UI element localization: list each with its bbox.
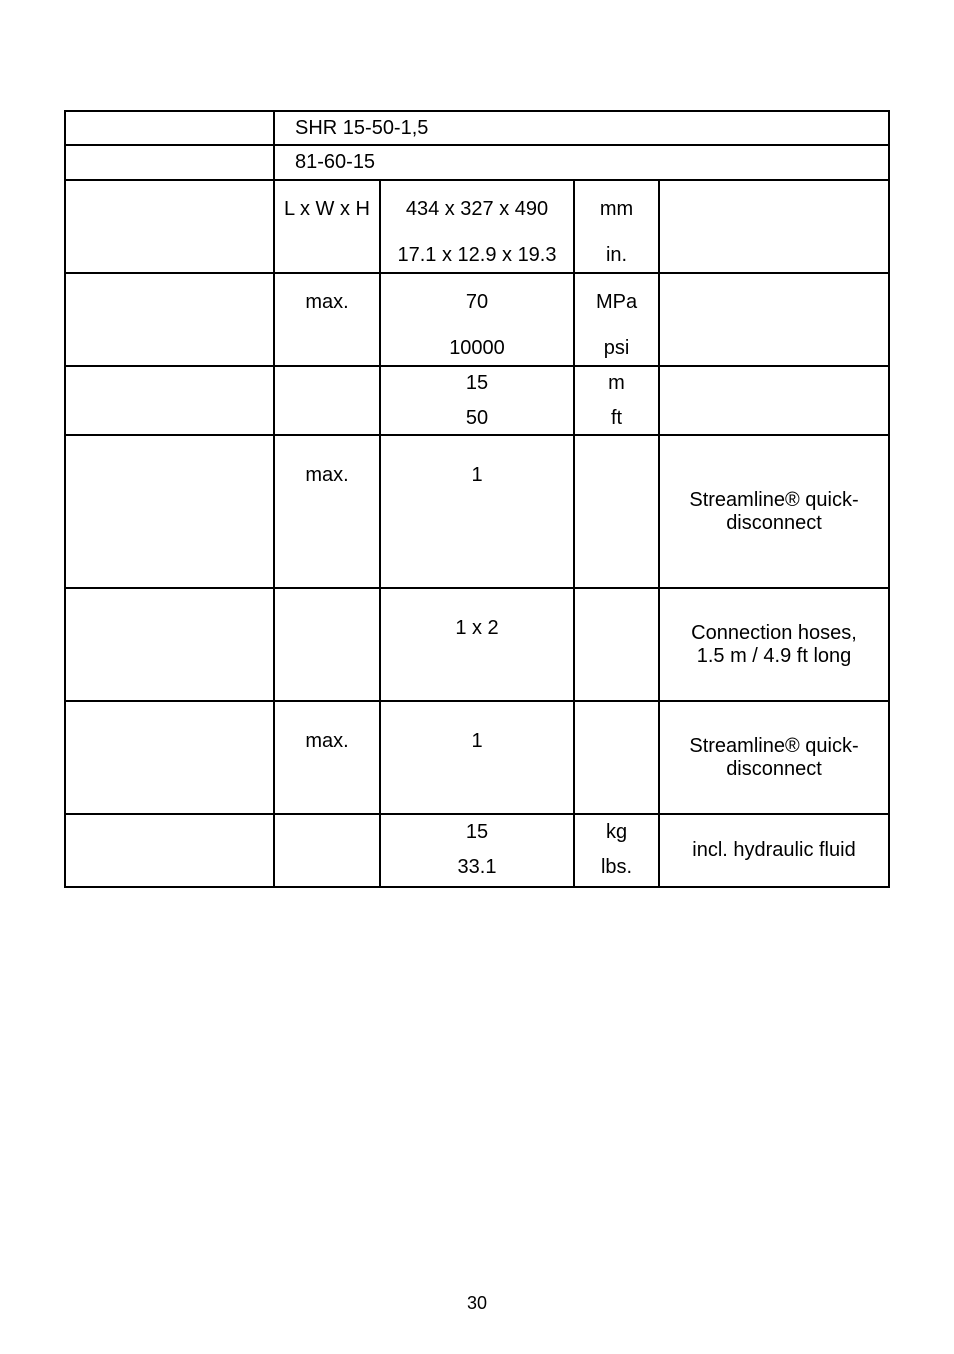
table-rule: [64, 700, 890, 702]
table-rule: [573, 179, 575, 888]
table-cell-unit: kg: [605, 821, 628, 843]
table-rule: [64, 179, 890, 181]
model-name: SHR 15-50-1,5: [295, 117, 429, 139]
table-cell-note: Streamline® quick-: [689, 735, 859, 757]
table-cell-qualifier: L x W x H: [284, 198, 370, 220]
table-cell-note: Connection hoses,: [691, 622, 857, 644]
table-cell-unit: in.: [605, 244, 628, 266]
table-cell-value: 15: [465, 821, 489, 843]
table-cell-value: 1: [471, 730, 483, 752]
table-cell-unit: lbs.: [600, 856, 633, 878]
table-cell-value: 1 x 2: [455, 617, 499, 639]
table-cell-note: 1.5 m / 4.9 ft long: [696, 645, 852, 667]
table-cell-value: 17.1 x 12.9 x 19.3: [397, 244, 557, 266]
table-cell-unit: m: [608, 372, 625, 394]
table-cell-unit: mm: [599, 198, 634, 220]
table-cell-value: 434 x 327 x 490: [405, 198, 549, 220]
table-cell-qualifier: max.: [305, 291, 349, 313]
table-cell-note: Streamline® quick-: [689, 489, 859, 511]
page-number: 30: [466, 1293, 488, 1313]
table-rule: [379, 179, 381, 888]
table-cell-qualifier: max.: [305, 464, 349, 486]
table-rule: [64, 365, 890, 367]
table-rule: [888, 110, 890, 888]
table-cell-qualifier: max.: [305, 730, 349, 752]
table-cell-unit: ft: [610, 407, 623, 429]
table-cell-value: 15: [465, 372, 489, 394]
table-rule: [64, 110, 66, 888]
table-rule: [64, 813, 890, 815]
table-rule: [64, 272, 890, 274]
table-cell-value: 50: [465, 407, 489, 429]
table-cell-note: incl. hydraulic fluid: [692, 839, 856, 861]
table-rule: [64, 587, 890, 589]
table-cell-value: 1: [471, 464, 483, 486]
table-cell-value: 33.1: [457, 856, 497, 878]
table-cell-value: 70: [465, 291, 489, 313]
table-rule: [273, 110, 275, 888]
table-cell-note: disconnect: [726, 512, 822, 534]
table-cell-unit: psi: [603, 337, 630, 359]
table-rule: [64, 144, 890, 146]
table-rule: [64, 434, 890, 436]
table-cell-unit: MPa: [595, 291, 638, 313]
table-rule: [64, 110, 890, 112]
table-rule: [64, 886, 890, 888]
table-cell-value: 10000: [449, 337, 505, 359]
table-cell-note: disconnect: [726, 758, 822, 780]
part-number: 81-60-15: [295, 151, 376, 173]
